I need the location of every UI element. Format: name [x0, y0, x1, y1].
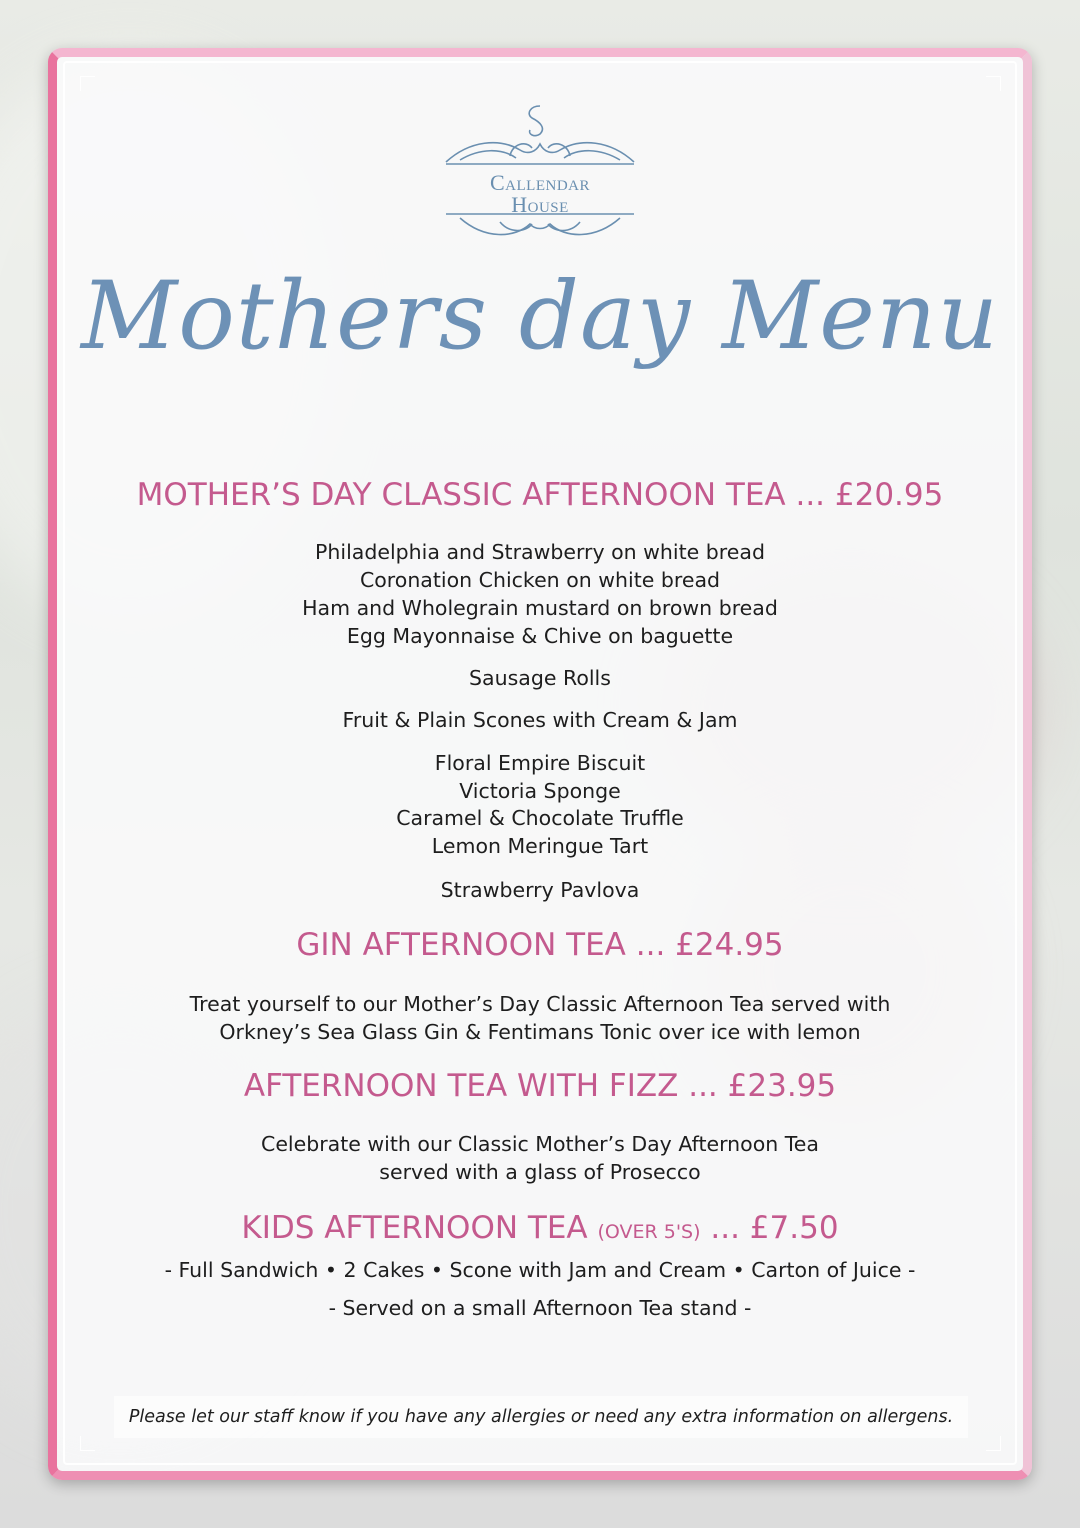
menu-description: served with a glass of Prosecco	[379, 1160, 701, 1184]
menu-item: Ham and Wholegrain mustard on brown bread	[302, 596, 778, 620]
menu-description: Celebrate with our Classic Mother’s Day Afternoon Tea	[261, 1132, 819, 1156]
logo-text-house: House	[511, 192, 569, 217]
section-heading-classic: MOTHER’S DAY CLASSIC AFTERNOON TEA ... £20.95	[136, 477, 944, 513]
callendar-house-logo	[440, 100, 640, 250]
kids-heading-age: (OVER 5'S)	[597, 1221, 701, 1243]
logo-text-callendar: Callendar	[490, 170, 590, 195]
menu-item: Egg Mayonnaise & Chive on baguette	[346, 624, 734, 648]
section-heading-fizz: AFTERNOON TEA WITH FIZZ ... £23.95	[243, 1068, 837, 1104]
corner-ornament	[80, 1436, 95, 1451]
menu-item: Philadelphia and Strawberry on white bread	[315, 540, 765, 564]
menu-description: - Full Sandwich • 2 Cakes • Scone with Jam and Cream • Carton of Juice -	[164, 1258, 916, 1282]
menu-item: Sausage Rolls	[469, 666, 611, 690]
corner-ornament	[986, 1436, 1001, 1451]
menu-item: Victoria Sponge	[459, 779, 621, 803]
allergy-notice	[114, 1396, 968, 1438]
menu-item: Fruit & Plain Scones with Cream & Jam	[342, 708, 738, 732]
menu-item: Lemon Meringue Tart	[431, 834, 649, 858]
corner-ornament	[80, 76, 95, 91]
menu-item: Floral Empire Biscuit	[434, 751, 646, 775]
menu-item: Strawberry Pavlova	[440, 878, 640, 902]
menu-item: Caramel & Chocolate Truffle	[396, 806, 684, 830]
kids-heading-main: KIDS AFTERNOON TEA	[241, 1210, 598, 1246]
corner-ornament	[986, 76, 1001, 91]
page-title: Mothers day Menu	[81, 262, 999, 371]
allergy-notice-text: Please let our staff know if you have any allergies or need any extra information on allergens.	[128, 1407, 954, 1427]
section-heading-kids	[0, 1210, 1080, 1246]
menu-description: - Served on a small Afternoon Tea stand -	[328, 1296, 752, 1320]
menu-description: Orkney’s Sea Glass Gin & Fentimans Tonic over ice with lemon	[219, 1020, 861, 1044]
menu-description: Treat yourself to our Mother’s Day Classic Afternoon Tea served with	[189, 992, 891, 1016]
section-heading-gin: GIN AFTERNOON TEA ... £24.95	[296, 927, 784, 963]
menu-item: Coronation Chicken on white bread	[359, 568, 721, 592]
kids-heading-price: ... £7.50	[700, 1210, 839, 1246]
